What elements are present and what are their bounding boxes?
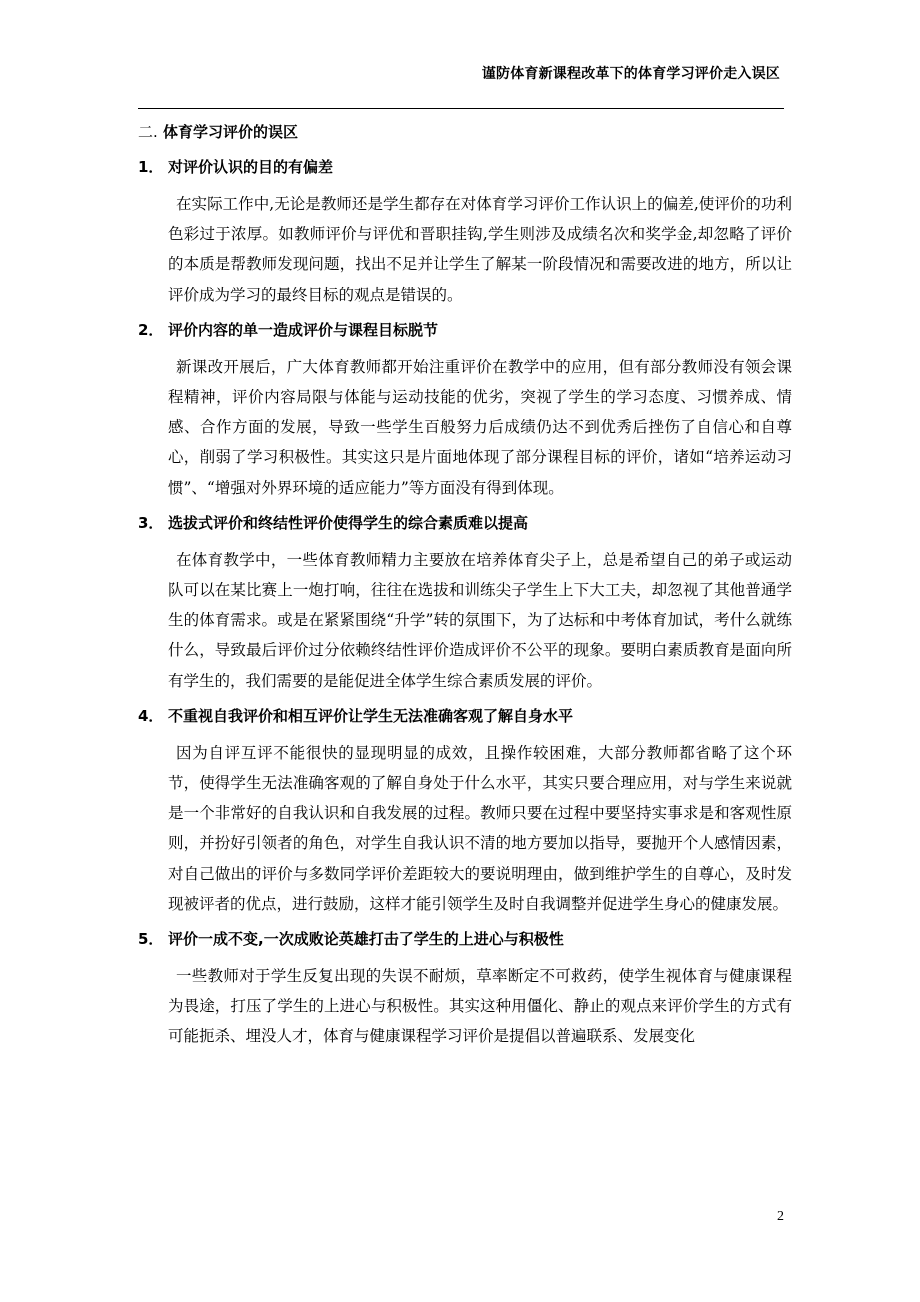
- item-title: 选拔式评价和终结性评价使得学生的综合素质难以提高: [168, 513, 529, 532]
- section-title: 体育学习评价的误区: [163, 123, 299, 141]
- item-number: 5．: [138, 930, 164, 949]
- item-title: 对评价认识的目的有偏差: [168, 158, 334, 176]
- page-number: 2: [777, 1209, 784, 1224]
- item-paragraph-1: 在实际工作中,无论是教师还是学生都存在对体育学习评价工作认识上的偏差,使评价的功利色彩过于浓厚。如教师评价与评优和晋职挂钩,学生则涉及成绩名次和奖学金,却忽略了评价的本质是帮教师发现问题，找出不足并让学生了解某一阶段情况和需要改进的地方，所以让评价成为学习的最终目标的观点是错误的。: [168, 195, 792, 304]
- section-heading: [138, 119, 792, 145]
- item-heading-2: [138, 317, 792, 343]
- header-rule: [138, 108, 784, 109]
- item-number: 2．: [138, 320, 164, 339]
- item-paragraph-2: 新课改开展后，广大体育教师都开始注重评价在教学中的应用，但有部分教师没有领会课程精神，评价内容局限与体能与运动技能的优劣，突视了学生的学习态度、习惯养成、情感、合作方面的发展，导致一些学生百般努力后成绩仍达不到优秀后挫伤了自信心和自尊心，削弱了学习积极性。其实这只是片面地体现了部分课程目标的评价，诸如“培养运动习惯”、“增强对外界环境的适应能力”等方面没有得到体现。: [168, 357, 792, 497]
- item-title: 评价一成不变,一次成败论英雄打击了学生的上进心与积极性: [168, 930, 564, 949]
- running-header: 谨防体育新课程改革下的体育学习评价走入误区: [481, 66, 780, 82]
- item-number: 1．: [138, 158, 164, 176]
- item-heading-4: [138, 703, 792, 729]
- item-number: 3．: [138, 513, 164, 532]
- item-heading-1: [138, 154, 792, 180]
- item-title: 不重视自我评价和相互评价让学生无法准确客观了解自身水平: [168, 706, 574, 725]
- item-title: 评价内容的单一造成评价与课程目标脱节: [168, 320, 439, 339]
- item-paragraph-3: 在体育教学中，一些体育教师精力主要放在培养体育尖子上，总是希望自己的弟子或运动队可以在某比赛上一炮打响，往往在选拔和训练尖子学生上下大工夫，却忽视了其他普通学生的体育需求。或是在紧紧围绕“升学”转的氛围下，为了达标和中考体育加试，考什么就练什么，导致最后评价过分依赖终结性评价造成评价不公平的现象。要明白素质教育是面向所有学生的，我们需要的是能促进全体学生综合素质发展的评价。: [168, 550, 792, 690]
- item-heading-5: [138, 926, 792, 952]
- item-heading-3: [138, 510, 792, 536]
- document-body: [138, 119, 792, 1059]
- item-paragraph-4: 因为自评互评不能很快的显现明显的成效，且操作较困难，大部分教师都省略了这个环节，使得学生无法准确客观的了解自身处于什么水平，其实只要合理应用，对与学生来说就是一个非常好的自我认识和自我发展的过程。教师只要在过程中要坚持实事求是和客观性原则，并扮好引领者的角色，对学生自我认识不清的地方要加以指导，要抛开个人感情因素，对自己做出的评价与多数同学评价差距较大的要说明理由，做到维护学生的自尊心，及时发现被评者的优点，进行鼓励，这样才能引领学生及时自我调整并促进学生身心的健康发展。: [168, 743, 792, 913]
- item-paragraph-5: 一些教师对于学生反复出现的失误不耐烦，草率断定不可救药，使学生视体育与健康课程为畏途，打压了学生的上进心与积极性。其实这种用僵化、静止的观点来评价学生的方式有可能扼杀、埋没人才，体育与健康课程学习评价是提倡以普遍联系、发展变化: [168, 967, 792, 1046]
- item-number: 4．: [138, 706, 164, 725]
- section-number: 二.: [138, 123, 158, 141]
